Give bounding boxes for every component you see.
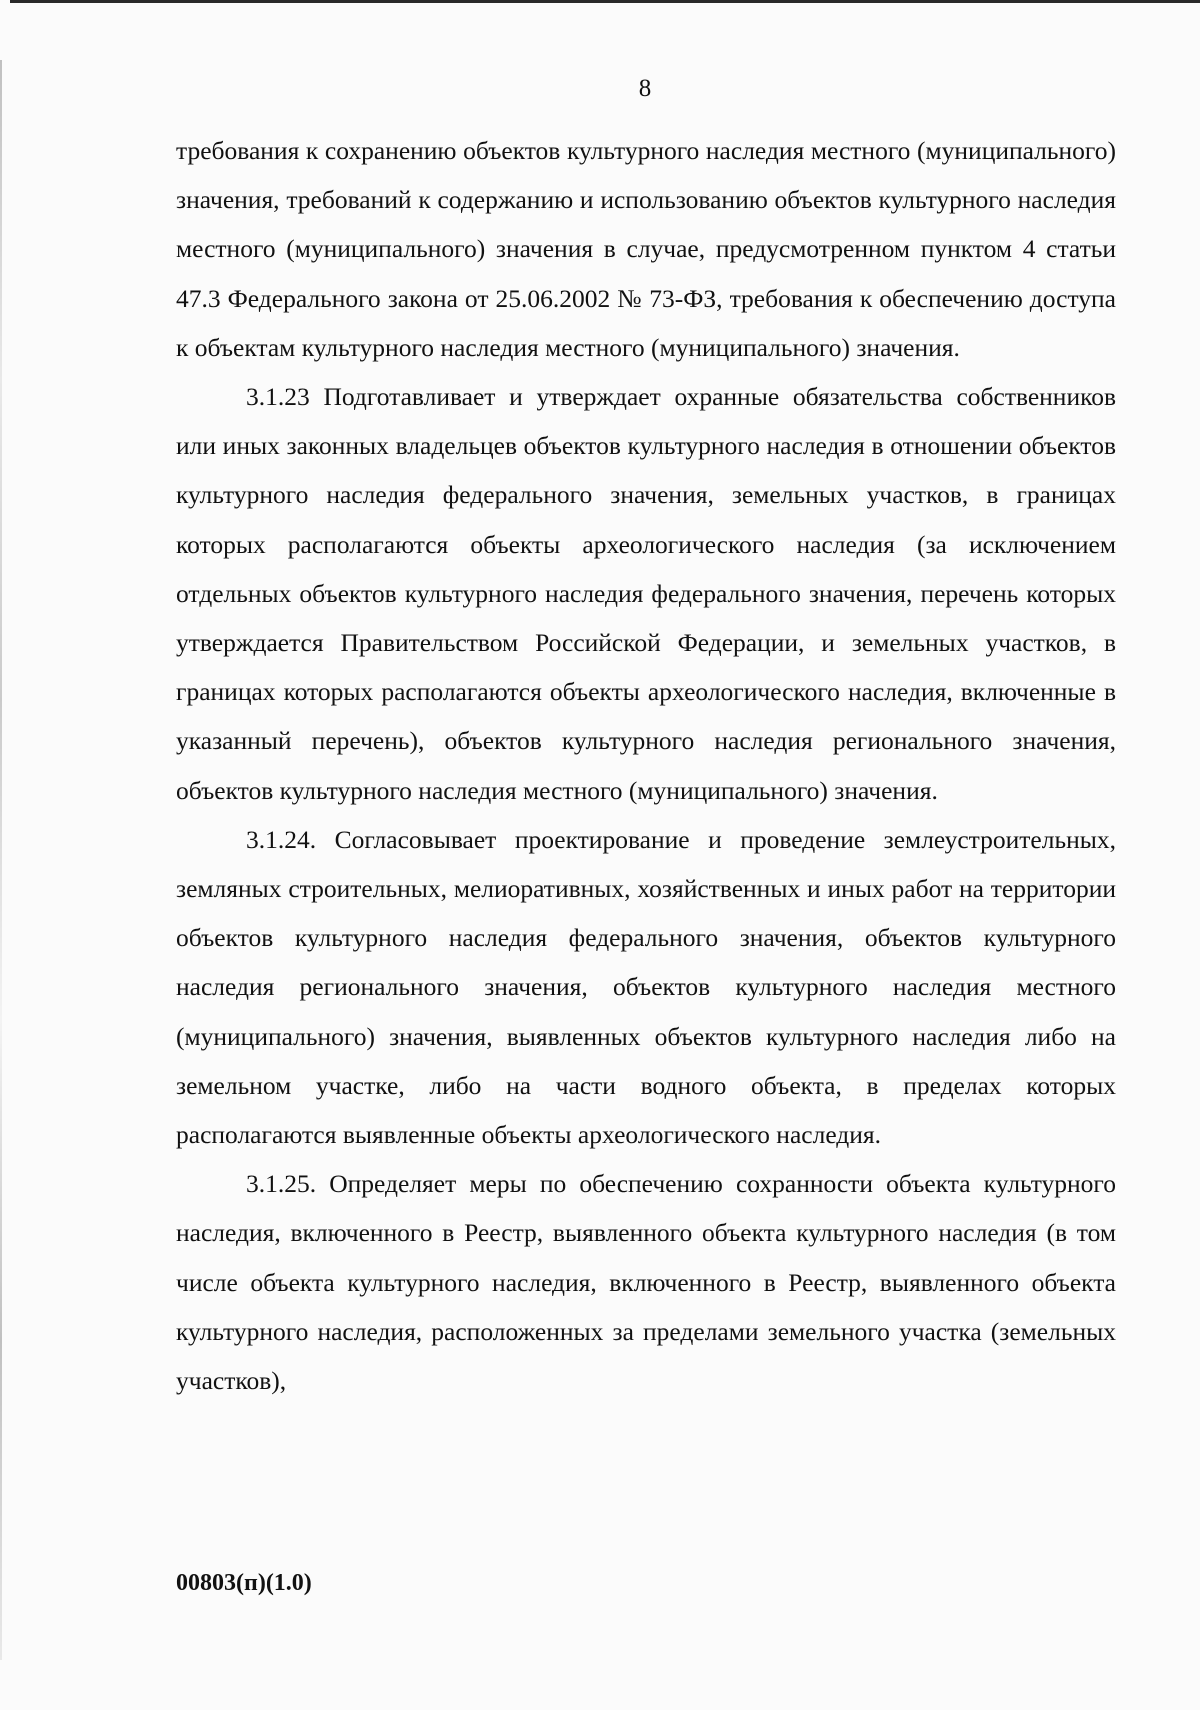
- paragraph-3-1-25: 3.1.25. Определяет меры по обеспечению сохранности объекта культурного наследия, включенного в Реестр, выявленного объекта культурного наследия (в том числе объекта культурного наследия, включенного в Реестр, выявленного объекта культурного наследия, расположенных за пределами земельного участка (земельных участков),: [176, 1169, 1116, 1396]
- paragraph-continuation: требования к сохранению объектов культурного наследия местного (муниципального) значения, требований к содержанию и использованию объектов культурного наследия местного (муниципального) значения в случае, предусмотренном пунктом 4 статьи 47.3 Федерального закона от 25.06.2002 № 73-ФЗ, требования к обеспечению доступа к объектам культурного наследия местного (муниципального) значения.: [176, 136, 1116, 362]
- document-code: 00803(п)(1.0): [176, 1570, 312, 1596]
- page-number: 8: [638, 75, 652, 102]
- paragraph-3-1-24: 3.1.24. Согласовывает проектирование и проведение землеустроительных, земляных строительных, мелиоративных, хозяйственных и иных работ на территории объектов культурного наследия федерального значения, объектов культурного наследия регионального значения, объектов культурного наследия местного (муниципального) значения, выявленных объектов культурного наследия либо на земельном участке, либо на части водного объекта, в пределах которых располагаются выявленные объекты археологического наследия.: [176, 824, 1116, 1150]
- document-body: [176, 126, 1116, 1405]
- top-border-line: [10, 0, 1200, 3]
- scan-edge-artifact: [0, 60, 2, 1660]
- paragraph-3-1-23: 3.1.23 Подготавливает и утверждает охранные обязательства собственников или иных законных владельцев объектов культурного наследия в отношении объектов культурного наследия федерального значения, земельных участков, в границах которых располагаются объекты археологического наследия (за исключением отдельных объектов культурного наследия федерального значения, перечень которых утверждается Правительством Российской Федерации, и земельных участков, в границах которых располагаются объекты археологического наследия, включенные в указанный перечень), объектов культурного наследия регионального значения, объектов культурного наследия местного (муниципального) значения.: [176, 382, 1116, 805]
